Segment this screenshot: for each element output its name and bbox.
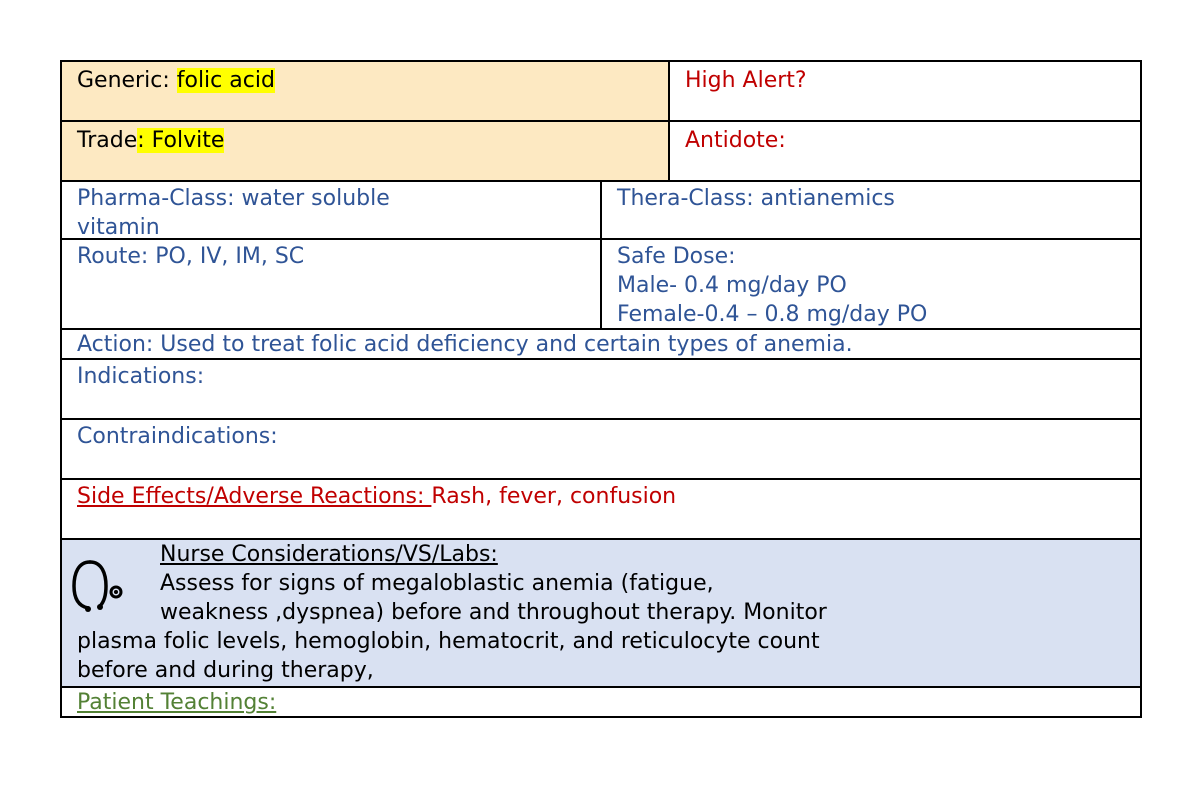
trade-cell [62,122,670,180]
route-cell [62,240,602,328]
row-route [60,238,1142,330]
safe-dose-label: Safe Dose: [617,244,736,269]
indications-label: Indications: [77,364,205,389]
thera-class-text: Thera-Class: antianemics [617,186,895,211]
nurse-line-2: weakness ,dyspnea) before and throughout therapy. Monitor [160,600,827,625]
safe-dose-male: Male- 0.4 mg/day PO [617,273,847,298]
drug-card [60,60,1142,718]
nurse-line-4: before and during therapy, [77,658,374,683]
high-alert-label: High Alert? [685,68,807,93]
trade-value: : Folvite [137,128,225,153]
high-alert-cell [668,62,1140,120]
action-cell [62,330,1140,358]
row-class [60,180,1142,240]
safe-dose-cell [600,240,1140,328]
row-indications [60,358,1142,420]
nurse-heading: Nurse Considerations/VS/Labs: [160,542,498,567]
contraindications-cell [62,420,1140,478]
nurse-line-1: Assess for signs of megaloblastic anemia (fatigue, [160,571,714,596]
row-side-effects [60,478,1142,540]
row-generic [60,60,1142,122]
antidote-cell [668,122,1140,180]
row-trade [60,120,1142,182]
trade-label: Trade [77,128,138,153]
pharma-class-line2: vitamin [77,215,160,240]
nurse-line-3: plasma folic levels, hemoglobin, hematocrit, and reticulocyte count [77,629,820,654]
action-text: Action: Used to treat folic acid deficiency and certain types of anemia. [77,332,853,357]
side-effects-value: Rash, fever, confusion [431,484,677,509]
nurse-considerations [62,540,1140,686]
route-text: Route: PO, IV, IM, SC [77,244,305,269]
row-patient-teachings [60,686,1142,718]
pharma-class-line1: Pharma-Class: water soluble [77,186,390,211]
side-effects-label: Side Effects/Adverse Reactions: [77,484,432,509]
pharma-class-cell [62,182,602,238]
generic-cell [62,62,670,120]
contraindications-label: Contraindications: [77,424,278,449]
generic-label: Generic: [77,68,177,93]
safe-dose-female: Female-0.4 – 0.8 mg/day PO [617,302,928,327]
generic-value: folic acid [176,68,275,93]
patient-teachings-label: Patient Teachings: [77,690,277,715]
row-nurse [60,538,1142,688]
row-contraindications [60,418,1142,480]
row-action [60,328,1142,360]
thera-class-cell [600,182,1140,238]
patient-teachings-cell [62,688,1140,716]
antidote-label: Antidote: [685,128,786,153]
indications-cell [62,360,1140,418]
side-effects-cell [62,480,1140,538]
